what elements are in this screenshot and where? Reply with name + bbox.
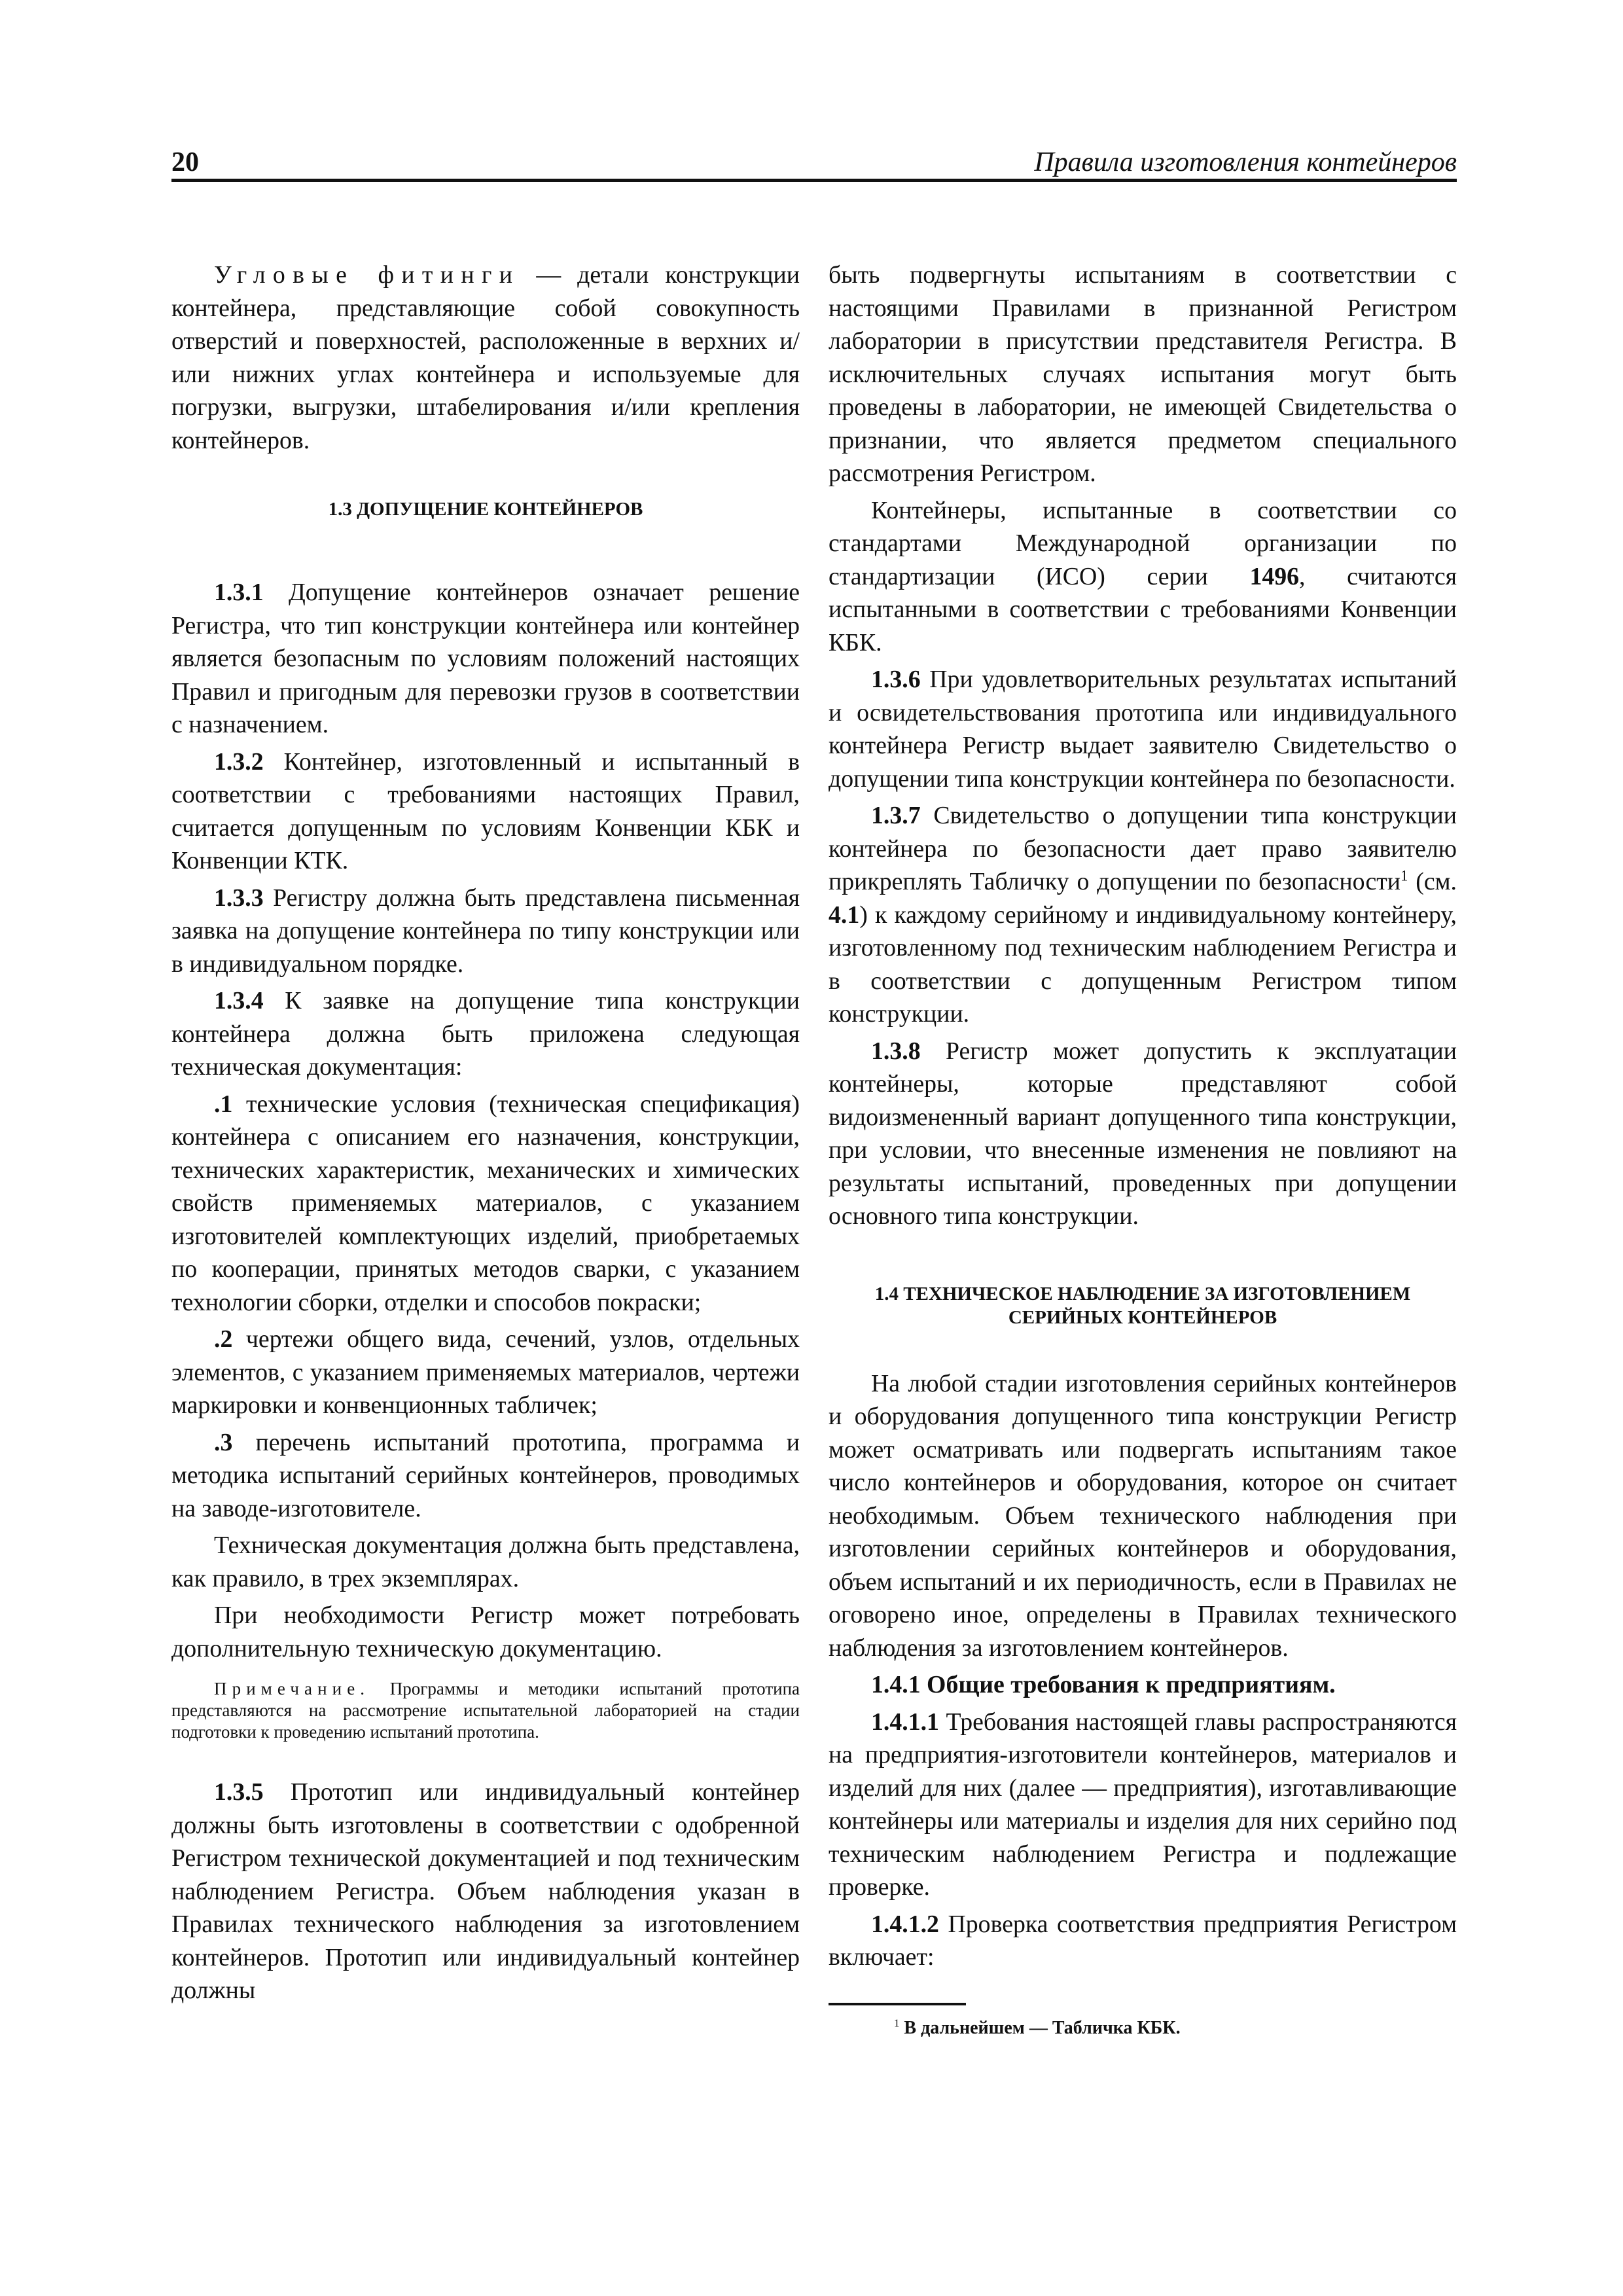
paragraph-corner-fittings: Угловые фитинги — детали конструкции контейнера, представляющие собой совокупность отверстий и поверхностей, расположенные в верхних и/или нижних углах контейнера и используемые для погрузки, выгрузки, штабелирования и/или крепления контейнеров. bbox=[171, 261, 800, 454]
paragraph-iso: Контейнеры, испытанные в соответствии со стандартами Международной организации по стандартизации (ИСО) серии 1496, считаются испытанными в соответствии с требованиями Конвенции КБК. bbox=[829, 496, 1457, 656]
paragraph-1-4-intro: На любой стадии изготовления серийных контейнеров и оборудования допущенного типа конструкции Регистр может осматривать или подвергать испытаниям такое число контейнеров и оборудования, которое он считает необходимым. Объем технического наблюдения при изготовлении серийных контейнеров и оборудования, объем испытаний и их периодичность, если в Правилах не оговорено иное, определены в Правилах технического наблюдения за изготовлением контейнеров. bbox=[829, 1369, 1457, 1662]
right-column bbox=[829, 259, 1457, 2039]
clause-number: 1.3.5 bbox=[214, 1778, 264, 1806]
clause-number: 1.3.8 bbox=[871, 1037, 921, 1065]
clause-number: 1.3.4 bbox=[214, 987, 264, 1014]
footnote-divider bbox=[829, 2003, 966, 2005]
paragraph-1-3-2: 1.3.2 Контейнер, изготовленный и испытанный в соответствии с требованиями настоящих Правил, считается допущенным по условиям Конвенции КБК и Конвенции КТК. bbox=[171, 747, 800, 874]
paragraph-1-3-6: 1.3.6 При удовлетворительных результатах испытаний и освидетельствования прототипа или индивидуального контейнера Регистр выдает заявителю Свидетельство о допущении типа конструкции контейнера по безопасности. bbox=[829, 666, 1457, 793]
item-number: .1 bbox=[214, 1090, 233, 1118]
paragraph-1-3-7: 1.3.7 Свидетельство о допущении типа конструкции контейнера по безопасности дает право заявителю прикреплять Табличку о допущении по безопасности$^1$ (см. 4.1) к каждому серийному и индивидуальному контейнеру, изготовленному под техническим наблюдением Регистра и в соответствии с допущенным Регистром типом конструкции. bbox=[829, 802, 1457, 1028]
footnote-reference: 1 bbox=[1400, 867, 1408, 884]
footnote: $^1$ В дальнейшем — Табличка КБК. bbox=[894, 2017, 1181, 2038]
clause-number: 1.4.1.1 bbox=[871, 1708, 939, 1736]
footnote-mark: 1 bbox=[894, 2017, 900, 2030]
page-number: 20 bbox=[171, 147, 199, 177]
iso-series-number: 1496 bbox=[1249, 562, 1300, 590]
list-item-2: .2 чертежи общего вида, сечений, узлов, отдельных элементов, с указанием применяемых материалов, чертежи маркировки и конвенционных табличек; bbox=[171, 1325, 800, 1419]
paragraph-1-4-1: 1.4.1 Общие требования к предприятиям. bbox=[871, 1671, 1336, 1698]
paragraph-1-4-1-1: 1.4.1.1 Требования настоящей главы распространяются на предприятия-изготовители контейнеров, материалов и изделий для них (далее — предприятия), изготавливающие контейнеры или материалы и изделия для них серийно под техническим наблюдением Регистра и подлежащие проверке. bbox=[829, 1708, 1457, 1901]
clause-number: 1.3.1 bbox=[214, 579, 264, 606]
clause-number: 1.4.1.2 bbox=[871, 1910, 939, 1938]
section-heading-1-3: 1.3 ДОПУЩЕНИЕ КОНТЕЙНЕРОВ bbox=[328, 499, 643, 520]
item-number: .3 bbox=[214, 1428, 233, 1456]
paragraph-additional-docs: При необходимости Регистр может потребовать дополнительную техническую документацию. bbox=[171, 1602, 800, 1662]
note-label: Примечание. bbox=[214, 1679, 370, 1698]
list-item-3: .3 перечень испытаний прототипа, программа и методика испытаний серийных контейнеров, проводимых на заводе-изготовителе. bbox=[171, 1428, 800, 1522]
paragraph-1-4-1-2: 1.4.1.2 Проверка соответствия предприятия Регистром включает: bbox=[829, 1910, 1457, 1971]
cross-reference: 4.1 bbox=[829, 901, 860, 929]
item-number: .2 bbox=[214, 1325, 233, 1353]
clause-number: 1.3.3 bbox=[214, 884, 264, 912]
paragraph-1-3-1: 1.3.1 Допущение контейнеров означает решение Регистра, что тип конструкции контейнера или контейнер является безопасным по условиям положений настоящих Правил и пригодным для перевозки грузов в соответствии с назначением. bbox=[171, 579, 800, 738]
paragraph-1-3-8: 1.3.8 Регистр может допустить к эксплуатации контейнеры, которые представляют собой видоизмененный вариант допущенного типа конструкции, при условии, что внесенные изменения не повлияют на результаты испытаний, проведенных при допущении основного типа конструкции. bbox=[829, 1037, 1457, 1230]
term-corner-fittings: Угловые фитинги bbox=[214, 261, 520, 289]
clause-number: 1.4.1 bbox=[871, 1671, 921, 1698]
running-title: Правила изготовления контейнеров bbox=[1034, 147, 1457, 177]
paragraph-1-3-4: 1.3.4 К заявке на допущение типа конструкции контейнера должна быть приложена следующая техническая документация: bbox=[171, 987, 800, 1081]
list-item-1: .1 технические условия (техническая спецификация) контейнера с описанием его назначения, конструкции, технических характеристик, механических и химических свойств применяемых материалов, с указанием изготовителей комплектующих изделий, приобретаемых по кооперации, принятых методов сварки, с указанием технологии сборки, отделки и способов покраски; bbox=[171, 1090, 800, 1316]
section-heading-1-4: 1.4 ТЕХНИЧЕСКОЕ НАБЛЮДЕНИЕ ЗА ИЗГОТОВЛЕНИЕМ СЕРИЙНЫХ КОНТЕЙНЕРОВ bbox=[874, 1283, 1411, 1328]
paragraph-continuation: быть подвергнуты испытаниям в соответствии с настоящими Правилами в признанной Регистром лаборатории в присутствии представителя Регистра. В исключительных случаях испытания могут быть проведены в лаборатории, не имеющей Свидетельства о признании, что является предметом специального рассмотрения Регистром. bbox=[829, 261, 1457, 487]
paragraph-1-3-3: 1.3.3 Регистру должна быть представлена письменная заявка на допущение контейнера по типу конструкции или в индивидуальном порядке. bbox=[171, 884, 800, 978]
paragraph-1-3-5: 1.3.5 Прототип или индивидуальный контейнер должны быть изготовлены в соответствии с одобренной Регистром технической документацией и под техническим наблюдением Регистра. Объем наблюдения указан в Правилах технического наблюдения за изготовлением контейнеров. Прототип или индивидуальный контейнер должны bbox=[171, 1778, 800, 2004]
note: Примечание. Программы и методики испытаний прототипа представляются на рассмотрение испытательной лабораторией на стадии подготовки к проведению испытаний прототипа. bbox=[171, 1679, 800, 1742]
page-header bbox=[171, 147, 1457, 182]
clause-number: 1.3.6 bbox=[871, 666, 921, 693]
clause-number: 1.3.7 bbox=[871, 802, 921, 829]
clause-number: 1.3.2 bbox=[214, 747, 264, 776]
left-column bbox=[171, 259, 800, 2007]
paragraph-documentation-copies: Техническая документация должна быть представлена, как правило, в трех экземплярах. bbox=[171, 1532, 800, 1592]
